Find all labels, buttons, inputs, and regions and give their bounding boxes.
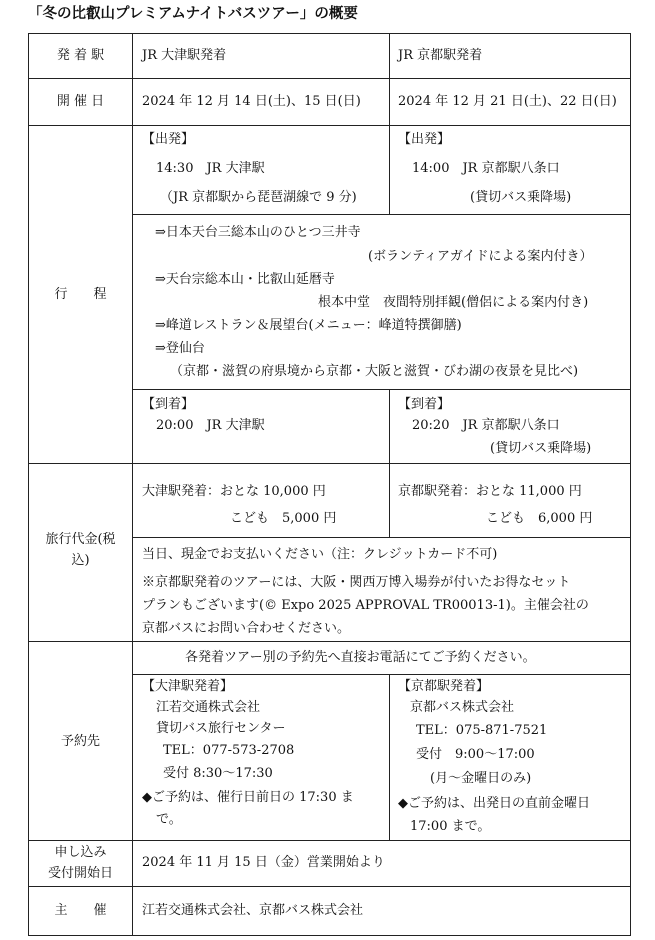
label-reservation: 予約先: [60, 734, 100, 749]
res-kyoto-note: ◆ご予約は、出発日の直前金曜日: [398, 796, 590, 811]
stop-line: ⇒日本天台三総本山のひとつ三井寺: [155, 225, 361, 240]
res-kyoto-note: 17:00 まで。: [410, 819, 491, 834]
res-otsu-note: ◆ご予約は、催行日前日の 17:30 ま: [142, 790, 354, 805]
arrive-otsu-time: 20:00 JR 大津駅: [156, 418, 265, 433]
label-application-2: 受付開始日: [47, 866, 113, 881]
arrive-kyoto-heading: 【到着】: [398, 397, 451, 412]
res-otsu-heading: 【大津駅発着】: [142, 679, 234, 694]
depart-otsu-time: 14:30 JR 大津駅: [156, 161, 265, 176]
res-kyoto-company: 京都バス株式会社: [410, 700, 515, 715]
res-otsu-tel: TEL：077-573-2708: [163, 743, 295, 758]
res-kyoto-hours: 受付 9:00〜17:00: [416, 747, 535, 762]
organizer-value: 江若交通株式会社、京都バス株式会社: [142, 903, 364, 918]
arrive-kyoto-note: (貸切バス乗降場): [490, 441, 592, 456]
res-otsu-note: で。: [156, 812, 182, 827]
dates-kyoto: 2024 年 12 月 21 日(土)、22 日(日): [398, 94, 617, 109]
expo-note: 京都バスにお問い合わせください。: [142, 621, 351, 636]
stop-line: 根本中堂 夜間特別拝観(僧侶による案内付き): [318, 295, 589, 310]
label-itinerary: 行 程: [54, 287, 107, 302]
res-otsu-company: 江若交通株式会社: [156, 700, 261, 715]
arrive-kyoto-time: 20:20 JR 京都駅八条口: [412, 418, 560, 433]
depart-kyoto-time: 14:00 JR 京都駅八条口: [412, 161, 560, 176]
depart-kyoto-note: (貸切バス乗降場): [470, 190, 572, 205]
res-otsu-hours: 受付 8:30〜17:30: [163, 766, 273, 781]
expo-note: ※京都駅発着のツアーには、大阪・関西万博入場券が付いたお得なセット: [142, 575, 571, 590]
stop-line: ⇒天台宗総本山・比叡山延暦寺: [155, 272, 335, 287]
stop-line: ⇒峰道レストラン＆展望台(メニュー：峰道特撰御膳): [155, 318, 462, 333]
res-kyoto-tel: TEL：075-871-7521: [416, 723, 548, 738]
expo-note: プランもございます(© Expo 2025 APPROVAL TR00013-1)。主催会社の: [142, 598, 589, 613]
price-otsu-adult: 大津駅発着：おとな 10,000 円: [142, 484, 326, 499]
label-dates: 開 催 日: [56, 94, 105, 109]
stop-line: (ボランティアガイドによる案内付き）: [368, 249, 593, 264]
price-kyoto-adult: 京都駅発着：おとな 11,000 円: [398, 484, 582, 499]
depart-otsu-heading: 【出発】: [142, 132, 195, 147]
label-departure: 発 着 駅: [56, 48, 105, 63]
price-otsu-child: こども 5,000 円: [230, 511, 337, 526]
departure-otsu: JR 大津駅発着: [142, 48, 227, 63]
dates-otsu: 2024 年 12 月 14 日(土)、15 日(日): [142, 94, 361, 109]
application-start: 2024 年 11 月 15 日（金）営業開始より: [142, 855, 385, 870]
label-application-1: 申し込み: [54, 845, 107, 860]
reservation-intro: 各発着ツアー別の予約先へ直接お電話にてご予約ください。: [185, 650, 536, 665]
stop-line: （京都・滋賀の府県境から京都・大阪と滋賀・びわ湖の夜景を見比べ): [170, 364, 579, 379]
depart-kyoto-heading: 【出発】: [398, 132, 451, 147]
stop-line: ⇒登仙台: [155, 341, 205, 356]
label-price-1: 旅行代金(税: [45, 532, 116, 547]
departure-kyoto: JR 京都駅発着: [398, 48, 483, 63]
res-otsu-dept: 貸切バス旅行センター: [156, 721, 286, 736]
label-organizer: 主 催: [54, 903, 107, 918]
depart-otsu-note: （JR 京都駅から琵琶湖線で 9 分): [160, 190, 357, 205]
price-kyoto-child: こども 6,000 円: [486, 511, 593, 526]
label-price-2: 込): [71, 553, 90, 568]
res-kyoto-heading: 【京都駅発着】: [398, 679, 490, 694]
payment-note: 当日、現金でお支払いください（注：クレジットカード不可): [142, 547, 498, 562]
page-title: 「冬の比叡山プレミアムナイトバスツアー」の概要: [28, 6, 358, 22]
res-kyoto-days: (月〜金曜日のみ): [430, 771, 532, 786]
arrive-otsu-heading: 【到着】: [142, 397, 195, 412]
